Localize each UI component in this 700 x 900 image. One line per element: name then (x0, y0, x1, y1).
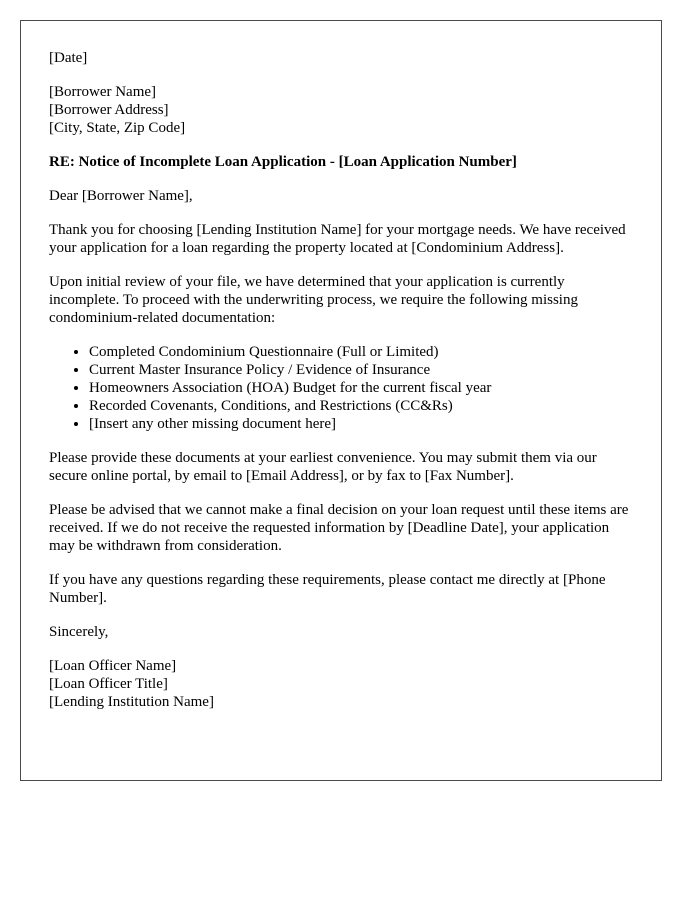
lending-institution-name: [Lending Institution Name] (49, 694, 214, 710)
missing-document-item: • Homeowners Association (HOA) Budget for the current fiscal year (89, 379, 633, 397)
missing-document-item: • Recorded Covenants, Conditions, and Restrictions (CC&Rs) (89, 397, 633, 415)
letter-subject: RE: Notice of Incomplete Loan Application - [Loan Application Number] (49, 154, 517, 170)
recipient-name: [Borrower Name] (49, 84, 157, 100)
missing-document-item: • Completed Condominium Questionnaire (Full or Limited) (89, 343, 633, 361)
loan-officer-name: [Loan Officer Name] (49, 658, 177, 674)
recipient-address: [Borrower Address] (49, 102, 169, 118)
recipient-address-block (49, 83, 633, 137)
letter-closing: Sincerely, (49, 624, 109, 640)
missing-document-item: • Current Master Insurance Policy / Evidence of Insurance (89, 361, 633, 379)
letter-page (20, 20, 662, 781)
missing-documents-list (49, 343, 633, 433)
submission-paragraph: Please provide these documents at your earliest convenience. You may submit them via our secure online portal, by email to [Email Address], or by fax to [Fax Number]. (49, 450, 597, 484)
loan-officer-title: [Loan Officer Title] (49, 676, 168, 692)
missing-document-item: • [Insert any other missing document here] (89, 415, 633, 433)
signature-block (49, 657, 633, 711)
recipient-city-state-zip: [City, State, Zip Code] (49, 120, 186, 136)
deadline-paragraph: Please be advised that we cannot make a final decision on your loan request until these items are received. If we do not receive the requested information by [Deadline Date], your application may be withdrawn from consideration. (49, 502, 629, 554)
intro-paragraph: Thank you for choosing [Lending Institution Name] for your mortgage needs. We have received your application for a loan regarding the property located at [Condominium Address]. (49, 222, 626, 256)
letter-date: [Date] (49, 50, 88, 66)
review-paragraph: Upon initial review of your file, we have determined that your application is currently incomplete. To proceed with the underwriting process, we require the following missing condominium-related documentation: (49, 274, 578, 326)
contact-paragraph: If you have any questions regarding these requirements, please contact me directly at [Phone Number]. (49, 572, 606, 606)
letter-salutation: Dear [Borrower Name], (49, 188, 193, 204)
